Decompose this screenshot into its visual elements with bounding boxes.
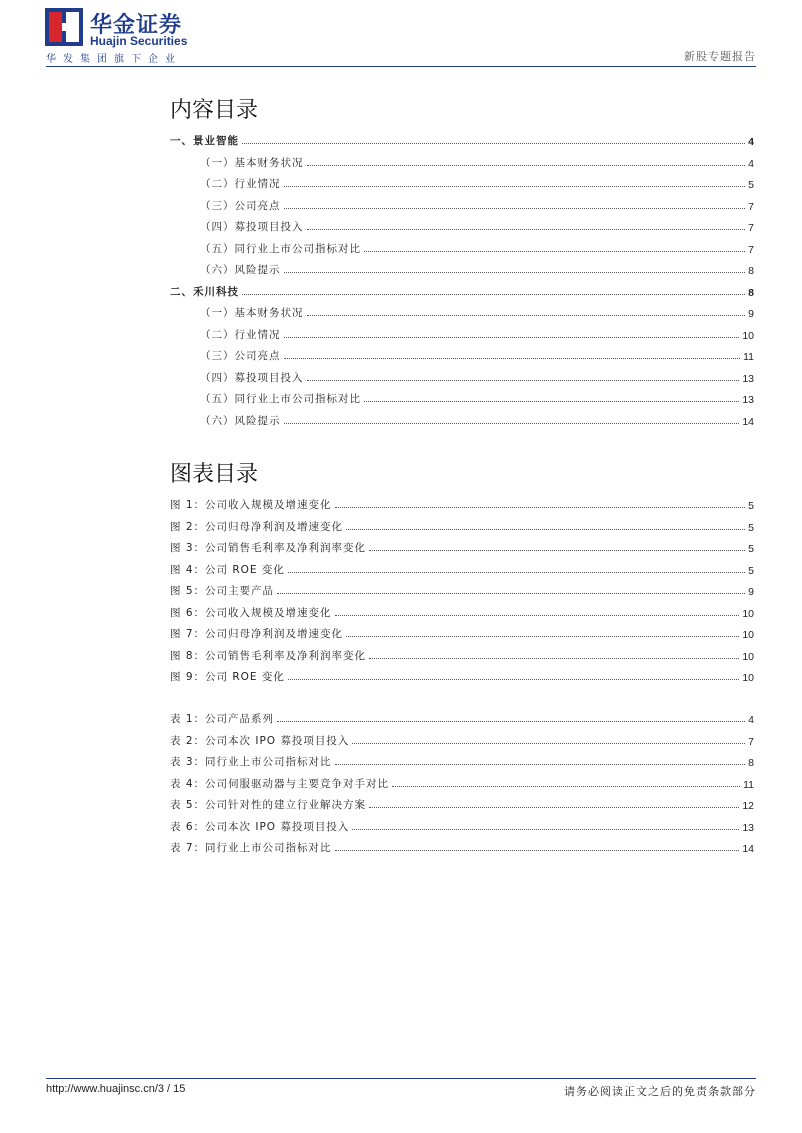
toc-entry[interactable] xyxy=(200,152,754,170)
dot-leader xyxy=(346,635,739,637)
chart-entry-label: 图 1：公司收入规模及增速变化 xyxy=(170,499,332,511)
toc-title: 内容目录 xyxy=(170,98,259,123)
toc-entry-page: 9 xyxy=(748,308,754,320)
toc-entry-label: （五）同行业上市公司指标对比 xyxy=(200,242,361,255)
toc-entry-page: 11 xyxy=(743,351,754,363)
table-entry-label: 表 6：公司本次 IPO 募投项目投入 xyxy=(170,820,350,833)
dot-leader xyxy=(335,506,746,508)
toc-entry-page: 7 xyxy=(748,222,754,234)
chart-entry[interactable] xyxy=(170,537,754,555)
toc-entry-page: 10 xyxy=(742,329,754,342)
chart-entry-page: 10 xyxy=(742,672,754,684)
dot-leader xyxy=(307,314,746,316)
toc-entry-page: 8 xyxy=(748,286,754,299)
brand-name-cn: 华金证券 xyxy=(90,13,183,38)
toc-entry-label: （三）公司亮点 xyxy=(200,199,281,212)
toc-entry-label: （三）公司亮点 xyxy=(200,350,281,362)
toc-entry-label: （二）行业情况 xyxy=(200,178,281,190)
table-entry[interactable] xyxy=(170,816,754,834)
dot-leader xyxy=(288,678,739,680)
table-entry-label: 表 2：公司本次 IPO 募投项目投入 xyxy=(170,734,350,747)
chart-entry-page: 10 xyxy=(742,629,754,641)
chart-entry[interactable] xyxy=(170,623,754,641)
toc-entry[interactable] xyxy=(200,238,754,256)
toc-entry[interactable] xyxy=(200,367,754,385)
dot-leader xyxy=(242,293,745,295)
dot-leader xyxy=(307,164,746,166)
toc-entry-page: 8 xyxy=(748,265,754,277)
figures-title: 图表目录 xyxy=(170,462,259,487)
table-entry-page: 8 xyxy=(748,757,754,769)
dot-leader xyxy=(392,785,740,787)
toc-entry[interactable] xyxy=(200,388,754,406)
dot-leader xyxy=(352,828,739,830)
dot-leader xyxy=(284,422,740,424)
dot-leader xyxy=(364,250,745,252)
dot-leader xyxy=(284,336,740,338)
toc-entry[interactable] xyxy=(200,345,754,363)
toc-entry[interactable] xyxy=(200,195,754,213)
table-entry-label: 表 3：同行业上市公司指标对比 xyxy=(170,756,332,768)
footer-divider xyxy=(46,1078,756,1079)
toc-entry-label: （一）基本财务状况 xyxy=(200,307,304,319)
toc-entry-page: 7 xyxy=(748,200,754,213)
toc-entry-label: （五）同行业上市公司指标对比 xyxy=(200,393,361,405)
chart-entry-page: 5 xyxy=(748,521,754,534)
dot-leader xyxy=(288,571,745,573)
dot-leader xyxy=(335,849,740,851)
header-divider xyxy=(46,66,756,67)
chart-entry-label: 图 7：公司归母净利润及增速变化 xyxy=(170,628,344,640)
chart-entry-label: 图 8：公司销售毛利率及净利润率变化 xyxy=(170,649,367,662)
chart-entry-label: 图 9：公司 ROE 变化 xyxy=(170,671,285,683)
toc-entry-label: （四）募投项目投入 xyxy=(200,221,304,233)
toc-entry[interactable] xyxy=(200,216,754,234)
dot-leader xyxy=(284,207,746,209)
dot-leader xyxy=(352,742,745,744)
table-entry-label: 表 1：公司产品系列 xyxy=(170,713,275,725)
chart-entry-page: 9 xyxy=(748,586,754,598)
toc-entry[interactable] xyxy=(200,173,754,191)
toc-entry[interactable] xyxy=(200,302,754,320)
toc-entry-page: 4 xyxy=(748,136,754,148)
footer-url[interactable]: http://www.huajinsc.cn/3 / 15 xyxy=(46,1083,186,1095)
dot-leader xyxy=(277,720,745,722)
toc-entry-label: 二、禾川科技 xyxy=(170,285,239,298)
table-entry-page: 13 xyxy=(742,821,754,834)
brand-name-en: Huajin Securities xyxy=(90,34,188,48)
dot-leader xyxy=(335,614,740,616)
dot-leader xyxy=(346,528,745,530)
toc-entry[interactable] xyxy=(170,281,754,299)
toc-entry-page: 5 xyxy=(748,179,754,191)
toc-entry-label: 一、景业智能 xyxy=(170,135,239,147)
chart-entry[interactable] xyxy=(170,516,754,534)
dot-leader xyxy=(242,142,745,144)
dot-leader xyxy=(277,592,745,594)
table-entry[interactable] xyxy=(170,773,754,791)
chart-entry[interactable] xyxy=(170,559,754,577)
table-entry-page: 12 xyxy=(742,800,754,812)
page-header xyxy=(0,0,802,70)
dot-leader xyxy=(369,657,739,659)
table-entry-page: 7 xyxy=(748,735,754,748)
table-entry[interactable] xyxy=(170,751,754,769)
dot-leader xyxy=(364,400,739,402)
toc-entry-page: 13 xyxy=(742,372,754,385)
table-entry[interactable] xyxy=(170,708,754,726)
toc-entry-label: （二）行业情况 xyxy=(200,328,281,341)
table-entry-label: 表 7：同行业上市公司指标对比 xyxy=(170,842,332,854)
chart-entry[interactable] xyxy=(170,645,754,663)
chart-entry[interactable] xyxy=(170,666,754,684)
dot-leader xyxy=(369,806,739,808)
chart-entry-page: 5 xyxy=(748,500,754,512)
toc-entry-label: （一）基本财务状况 xyxy=(200,156,304,169)
chart-entry-page: 10 xyxy=(742,607,754,620)
toc-entry[interactable] xyxy=(170,130,754,148)
dot-leader xyxy=(335,763,746,765)
toc-entry-label: （四）募投项目投入 xyxy=(200,371,304,384)
chart-entry[interactable] xyxy=(170,494,754,512)
chart-entry[interactable] xyxy=(170,602,754,620)
toc-entry[interactable] xyxy=(200,259,754,277)
chart-entry-label: 图 2：公司归母净利润及增速变化 xyxy=(170,520,344,533)
dot-leader xyxy=(369,549,745,551)
chart-entry-label: 图 6：公司收入规模及增速变化 xyxy=(170,606,332,619)
table-entry-page: 11 xyxy=(743,778,754,791)
chart-entry-label: 图 3：公司销售毛利率及净利润率变化 xyxy=(170,542,367,554)
table-entry-page: 4 xyxy=(748,714,754,726)
dot-leader xyxy=(307,228,746,230)
dot-leader xyxy=(307,379,740,381)
toc-entry-page: 13 xyxy=(742,394,754,406)
chart-entry-page: 5 xyxy=(748,543,754,555)
toc-entry-page: 7 xyxy=(748,243,754,256)
chart-entry-page: 10 xyxy=(742,650,754,663)
dot-leader xyxy=(284,271,746,273)
chart-entry-page: 5 xyxy=(748,564,754,577)
chart-entry-label: 图 5：公司主要产品 xyxy=(170,585,275,597)
toc-entry-page: 14 xyxy=(742,415,754,428)
chart-entry[interactable] xyxy=(170,580,754,598)
table-entry-page: 14 xyxy=(742,843,754,855)
table-entry[interactable] xyxy=(170,837,754,855)
toc-entry-label: （六）风险提示 xyxy=(200,264,281,276)
toc-entry-page: 4 xyxy=(748,157,754,170)
dot-leader xyxy=(284,185,746,187)
table-entry[interactable] xyxy=(170,794,754,812)
toc-entry-label: （六）风险提示 xyxy=(200,414,281,427)
table-entry-label: 表 5：公司针对性的建立行业解决方案 xyxy=(170,799,367,811)
huajin-logo-icon xyxy=(45,8,83,46)
dot-leader xyxy=(284,357,741,359)
footer-disclaimer: 请务必阅读正文之后的免责条款部分 xyxy=(564,1085,756,1098)
report-type-label: 新股专题报告 xyxy=(684,50,756,63)
table-entry-label: 表 4：公司伺服驱动器与主要竞争对手对比 xyxy=(170,777,390,790)
table-entry[interactable] xyxy=(170,730,754,748)
chart-entry-label: 图 4：公司 ROE 变化 xyxy=(170,563,285,576)
toc-entry[interactable] xyxy=(200,324,754,342)
brand-tagline: 华发集团旗下企业 xyxy=(46,54,182,65)
toc-entry[interactable] xyxy=(200,410,754,428)
